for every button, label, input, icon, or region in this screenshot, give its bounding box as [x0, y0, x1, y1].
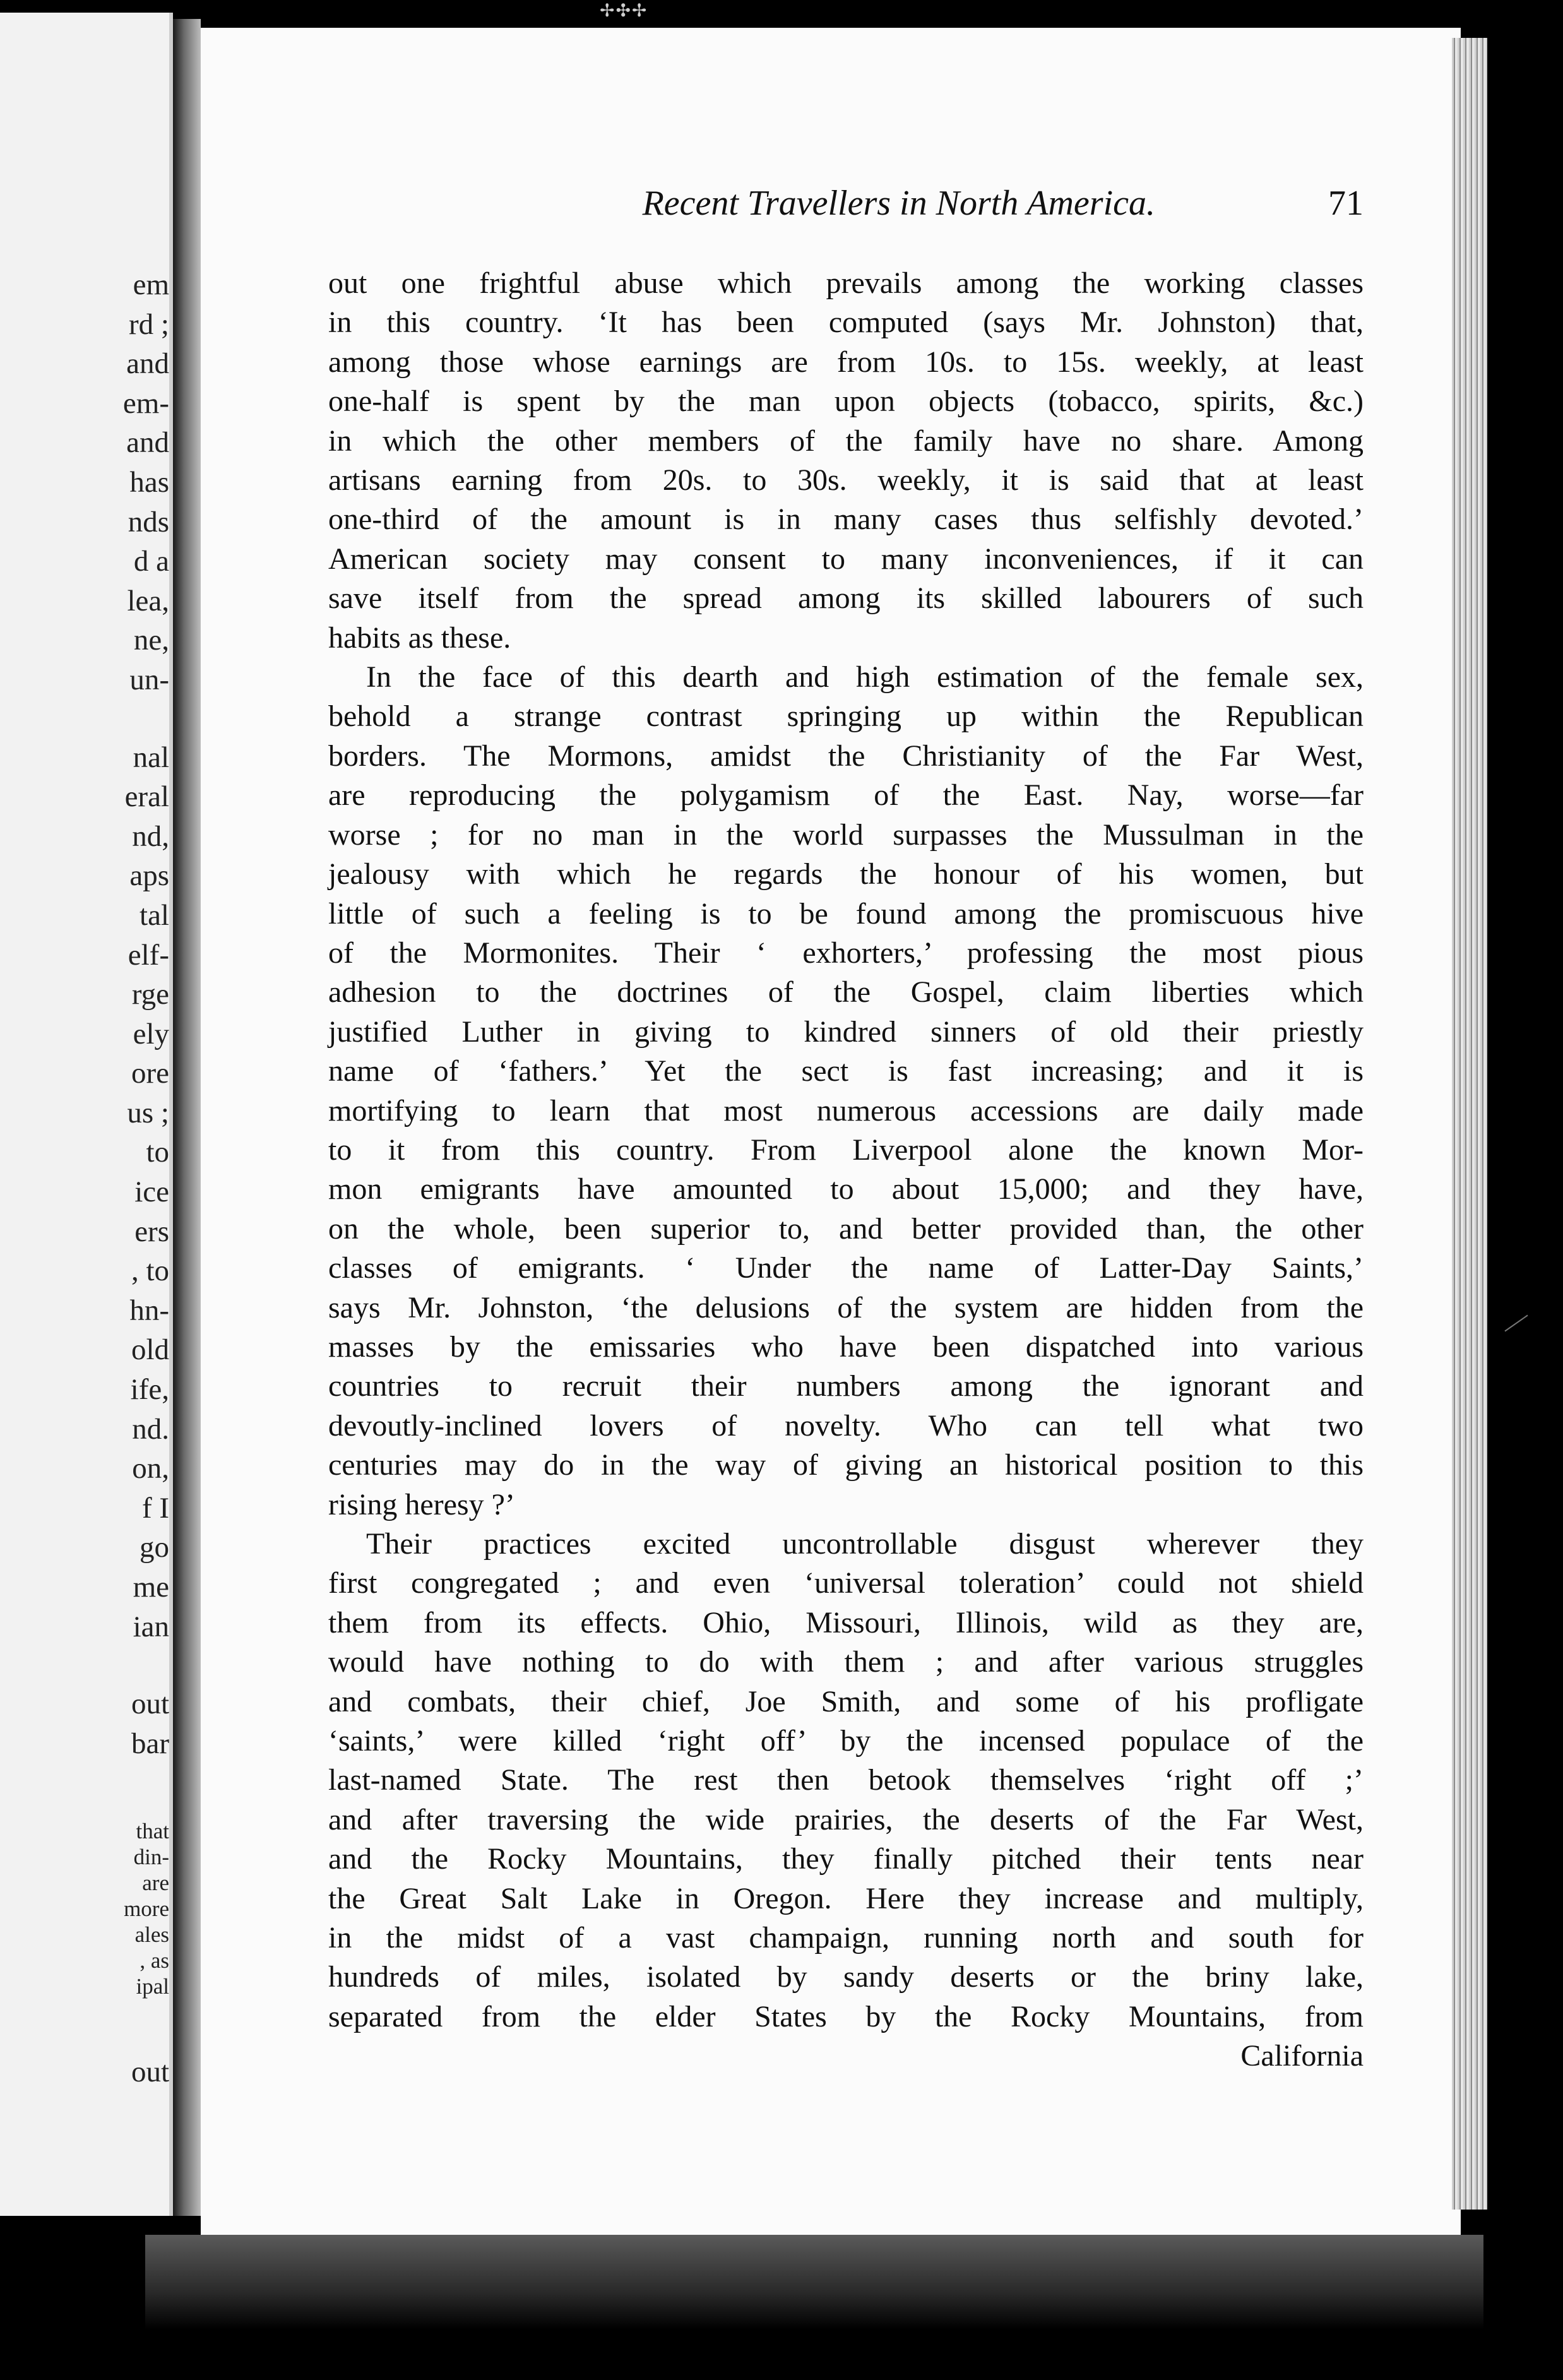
paragraph-3-line: in the midst of a vast champaign, running north and south for [328, 1921, 1364, 1955]
paragraph-2-line: mortifying to learn that most numerous accessions are daily made [328, 1093, 1364, 1128]
left-page-line: on, [132, 1452, 169, 1485]
left-page-notes [124, 1818, 169, 1999]
paragraph-2-line: rising heresy ?’ [328, 1487, 515, 1521]
left-page-line: nd. [132, 1412, 169, 1446]
paragraph-2-line: of the Mormonites. Their ‘ exhorters,’ professing the most pious [328, 936, 1364, 970]
left-page-line: ice [134, 1175, 169, 1209]
left-page-line: to [146, 1136, 169, 1169]
left-page-note-line: ipal [136, 1974, 169, 1999]
catchword: California [1240, 2039, 1364, 2073]
left-page-line: d a [133, 545, 169, 578]
gutter-shadow [173, 19, 201, 2216]
paragraph-1-line: one-third of the amount is in many cases thus selfishly devoted.’ [328, 503, 1364, 537]
left-page-text [123, 265, 169, 1763]
paragraph-1-line: among those whose earnings are from 10s. to 15s. weekly, at least [328, 345, 1364, 379]
paragraph-2-line: says Mr. Johnston, ‘the delusions of the system are hidden from the [328, 1290, 1364, 1324]
left-page-line: un- [129, 663, 169, 696]
left-page-note-line: that [136, 1819, 169, 1843]
left-page-line: and [126, 426, 169, 460]
left-page-line: em [133, 268, 169, 301]
left-page-line: f I [141, 1491, 169, 1525]
paragraph-2-line: are reproducing the polygamism of the East. Nay, worse—far [328, 778, 1364, 812]
left-page-note-line: more [124, 1896, 169, 1921]
paragraph-2-line: adhesion to the doctrines of the Gospel, claim liberties which [328, 975, 1364, 1009]
paragraph-2-line: classes of emigrants. ‘ Under the name of Latter-Day Saints,’ [328, 1251, 1364, 1285]
paragraph-3-line: would have nothing to do with them ; and after various struggles [328, 1645, 1364, 1679]
left-page [0, 13, 173, 2216]
left-page-line: ers [134, 1215, 169, 1248]
paragraph-2-line: devoutly-inclined lovers of novelty. Who can tell what two [328, 1408, 1364, 1443]
body-text [328, 264, 1364, 2076]
left-page-line: em- [122, 386, 169, 420]
left-page-line: hn- [129, 1294, 169, 1327]
left-page-note-line: , as [140, 1948, 169, 1973]
paragraph-2-line: masses by the emissaries who have been dispatched into various [328, 1330, 1364, 1364]
left-page-line: rge [131, 978, 169, 1011]
book-bottom-shadow [145, 2235, 1483, 2329]
left-page-line: ife, [130, 1373, 169, 1407]
left-page-line: ely [133, 1017, 169, 1050]
paragraph-2-line: countries to recruit their numbers among the ignorant and [328, 1369, 1364, 1403]
page-number: 71 [1328, 184, 1364, 223]
left-page-line: us ; [127, 1096, 169, 1129]
left-page-line: tal [140, 898, 169, 932]
left-page-note-line: din- [133, 1845, 169, 1869]
left-page-line: , to [131, 1254, 169, 1288]
paragraph-3-line: and the Rocky Mountains, they finally pitched their tents near [328, 1842, 1364, 1876]
left-page-line: aps [129, 859, 169, 893]
left-page-line: and [126, 347, 169, 381]
left-page-line: bar [131, 1727, 169, 1760]
left-page-foot: out [131, 2056, 169, 2088]
left-page-line: me [133, 1571, 169, 1604]
left-page-note-line: are [142, 1871, 169, 1895]
paragraph-2-line: centuries may do in the way of giving an historical position to this [328, 1448, 1364, 1482]
paragraph-2-line: jealousy with which he regards the honour of his women, but [328, 857, 1364, 891]
left-page-line: eral [124, 780, 169, 814]
paragraph-3-line: ‘saints,’ were killed ‘right off’ by the incensed populace of the [328, 1724, 1364, 1758]
left-page-line: out [131, 1687, 169, 1721]
paragraph-2-line: behold a strange contrast springing up within the Republican [328, 699, 1364, 734]
paragraph-3-line: last-named State. The rest then betook themselves ‘right off ;’ [328, 1763, 1364, 1797]
paragraph-2-line: mon emigrants have amounted to about 15,000; and they have, [328, 1172, 1364, 1206]
paragraph-1-line: American society may consent to many inconveniences, if it can [328, 542, 1364, 576]
top-edge-smudge: ✢✣✢ [600, 1, 648, 21]
left-page-line: nd, [132, 819, 169, 853]
left-page-line: ian [133, 1610, 169, 1643]
paragraph-2-line: borders. The Mormons, amidst the Christianity of the Far West, [328, 739, 1364, 773]
paragraph-1-line: save itself from the spread among its skilled labourers of such [328, 581, 1364, 616]
left-page-line: go [140, 1531, 169, 1564]
left-page-line: elf- [128, 938, 169, 972]
left-page-line: old [131, 1333, 169, 1367]
paragraph-3-line: separated from the elder States by the Rocky Mountains, from [328, 1999, 1364, 2033]
paragraph-2-line: worse ; for no man in the world surpasses the Mussulman in the [328, 818, 1364, 852]
paragraph-2-line: little of such a feeling is to be found among the promiscuous hive [328, 896, 1364, 931]
paragraph-1-line: one-half is spent by the man upon objects (tobacco, spirits, &c.) [328, 384, 1364, 419]
left-page-line: lea, [127, 584, 169, 617]
paragraph-3-line: and combats, their chief, Joe Smith, and some of his profligate [328, 1684, 1364, 1718]
paragraph-1-line: in this country. ‘It has been computed (says Mr. Johnston) that, [328, 306, 1364, 340]
paragraph-3-line: the Great Salt Lake in Oregon. Here they increase and multiply, [328, 1881, 1364, 1915]
paragraph-3-line: first congregated ; and even ‘universal toleration’ could not shield [328, 1566, 1364, 1600]
paragraph-2-line: on the whole, been superior to, and better provided than, the other [328, 1211, 1364, 1246]
paragraph-3-line: hundreds of miles, isolated by sandy deserts or the briny lake, [328, 1960, 1364, 1994]
paragraph-3-line: and after traversing the wide prairies, the deserts of the Far West, [328, 1802, 1364, 1836]
left-page-line: ore [131, 1057, 169, 1090]
page-header [328, 183, 1364, 234]
left-page-line: has [129, 465, 169, 499]
running-head: Recent Travellers in North America. [642, 184, 1155, 223]
paragraph-1-line: out one frightful abuse which prevails among the working classes [328, 266, 1364, 300]
margin-mark [1504, 1315, 1528, 1332]
left-page-line: ne, [133, 624, 169, 657]
paragraph-2-line: justified Luther in giving to kindred sinners of old their priestly [328, 1014, 1364, 1049]
left-page-line: nds [128, 505, 169, 538]
paragraph-1-line: in which the other members of the family have no share. Among [328, 424, 1364, 458]
left-page-note-line: ales [134, 1922, 169, 1947]
left-page-line: nal [133, 741, 169, 774]
paragraph-1-line: habits as these. [328, 621, 511, 655]
page-edge [1452, 38, 1487, 2210]
paragraph-1-line: artisans earning from 20s. to 30s. weekly, it is said that at least [328, 463, 1364, 497]
paragraph-3-line: Their practices excited uncontrollable disgust wherever they [366, 1527, 1364, 1561]
paragraph-2-line: to it from this country. From Liverpool alone the known Mor- [328, 1133, 1364, 1167]
left-page-line: rd ; [129, 307, 169, 341]
paragraph-2-line: In the face of this dearth and high estimation of the female sex, [366, 660, 1364, 694]
paragraph-3-line: them from its effects. Ohio, Missouri, Illinois, wild as they are, [328, 1605, 1364, 1639]
paragraph-2-line: name of ‘fathers.’ Yet the sect is fast increasing; and it is [328, 1054, 1364, 1088]
